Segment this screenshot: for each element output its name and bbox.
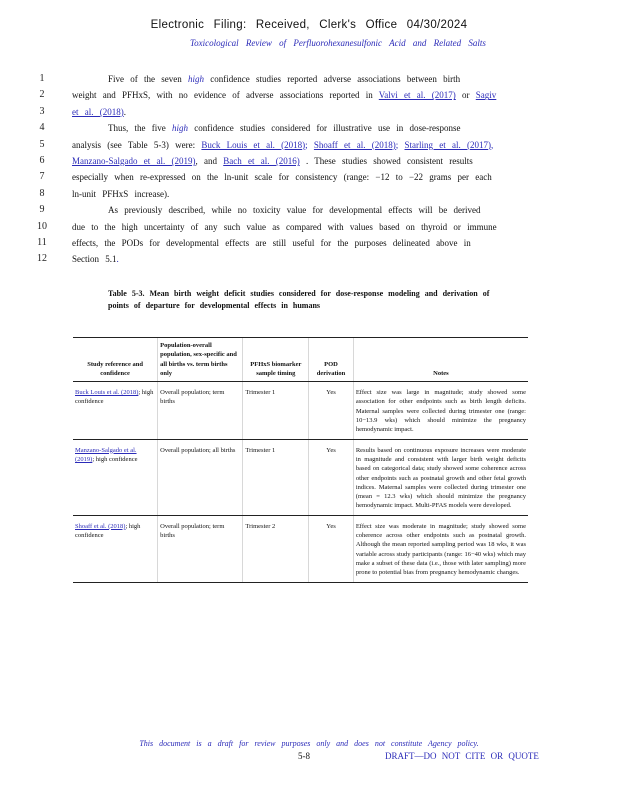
- header-pod: POD derivation: [309, 338, 354, 382]
- citation-link[interactable]: et al. (2018): [72, 106, 124, 117]
- text-line: [0, 251, 618, 267]
- text-line: [0, 153, 618, 169]
- timing-cell: Trimester 2: [243, 515, 309, 582]
- line-text: ln-unit PFHxS increase).: [72, 188, 170, 199]
- line-text: confidence studies reported adverse associations between birth: [210, 74, 461, 84]
- pod-cell: Yes: [309, 439, 354, 515]
- line-number: 8: [39, 187, 45, 199]
- pod-studies-table: [73, 337, 528, 583]
- citation-link[interactable]: Shoaff et al. (2018): [313, 139, 396, 150]
- citation-link[interactable]: Valvi et al. (2017): [378, 90, 456, 101]
- line-text: .: [116, 254, 119, 265]
- population-cell: Overall population; term births: [158, 515, 243, 582]
- text-line: [0, 137, 618, 153]
- line-number: 12: [37, 253, 47, 265]
- header-timing: PFHxS biomarker sample timing: [243, 338, 309, 382]
- line-number: 3: [39, 105, 45, 117]
- draft-notice: DRAFT—DO NOT CITE OR QUOTE: [385, 751, 539, 761]
- line-number: 11: [37, 236, 47, 248]
- text-line: [0, 219, 618, 235]
- body-text: [0, 71, 618, 268]
- confidence-label: ; high confidence: [75, 522, 141, 540]
- timing-cell: Trimester 1: [243, 382, 309, 439]
- citation-link[interactable]: Manzano-Salgado et al. (2019): [72, 155, 196, 166]
- line-text: ,: [491, 139, 494, 150]
- citation-link[interactable]: Starling et al. (2017): [404, 139, 491, 150]
- text-line: [0, 87, 618, 103]
- line-number: 7: [39, 171, 45, 183]
- line-text: Thus, the five: [108, 123, 166, 134]
- text-line: [0, 186, 618, 202]
- notes-cell: Results based on continuous exposure increases were moderate in magnitude and consistent with larger birth weight deficits based on categorical data; study showed some coherence across other endpoints such as postnatal growth and other fetal growth indices. Maternal samples were collected during trimester one (mean = 12.3 wks) which should minimize the pregnancy hemodynamic impact. Multi-PFAS models were developed.: [353, 439, 528, 515]
- line-text: .: [123, 106, 126, 117]
- study-link[interactable]: Buck Louis et al. (2018): [75, 389, 139, 397]
- table-caption: Table 5-3. Mean birth weight deficit studies considered for dose-response modeling and derivation of points of departure for developmental effects in humans: [108, 289, 490, 310]
- filing-stamp: Electronic Filing: Received, Clerk's Office 04/30/2024: [150, 19, 468, 31]
- line-text: ;: [305, 139, 308, 150]
- text-line: [0, 169, 618, 185]
- text-line: [0, 120, 618, 136]
- line-number: 10: [37, 220, 47, 232]
- study-link[interactable]: Manzano-Salgado et al. (2019): [75, 446, 137, 463]
- pod-cell: Yes: [309, 515, 354, 582]
- header-notes: Notes: [353, 338, 528, 382]
- line-number: 5: [39, 138, 45, 150]
- line-number: 9: [39, 204, 45, 216]
- text-line: [0, 202, 618, 218]
- page-number: 5-8: [298, 751, 310, 761]
- citation-link[interactable]: Bach et al. (2016): [223, 155, 300, 166]
- line-text: Five of the seven: [108, 74, 182, 84]
- confidence-label: ; high confidence: [92, 455, 138, 463]
- line-number: 6: [39, 154, 45, 166]
- line-text: confidence studies considered for illustrative use in dose-response: [194, 123, 461, 134]
- text-line: [0, 104, 618, 120]
- text-line: [0, 235, 618, 251]
- study-cell: [73, 515, 158, 582]
- pod-cell: Yes: [309, 382, 354, 439]
- study-link[interactable]: Shoaff et al. (2018): [75, 522, 126, 530]
- study-cell: [73, 382, 158, 439]
- table-row: [73, 382, 528, 439]
- line-text: or: [462, 90, 470, 101]
- line-number: 4: [39, 122, 45, 134]
- line-text: effects, the PODs for developmental effects are still useful for the purposes delineated above in: [72, 237, 471, 248]
- header-study: Study reference and confidence: [73, 338, 158, 382]
- text-line: [0, 71, 618, 87]
- section-reference: Section 5.1: [72, 254, 117, 265]
- confidence-term: high: [172, 123, 189, 134]
- notes-cell: Effect size was large in magnitude; study showed some association for other endpoints such as birth length deficits. Maternal samples were collected during trimester one (range: 10−13.9 wks) which should minimize the pregnancy hemodynamic impact.: [353, 382, 528, 439]
- timing-cell: Trimester 1: [243, 439, 309, 515]
- draft-disclaimer: This document is a draft for review purposes only and does not constitute Agency policy.: [139, 739, 479, 748]
- table-header-row: [73, 338, 528, 382]
- citation-link[interactable]: Buck Louis et al. (2018): [201, 139, 306, 150]
- citation-link[interactable]: Sagiv: [475, 90, 497, 101]
- line-text: especially when re-expressed on the ln-unit scale for consistency (range: −12 to −22 grams per each: [72, 172, 492, 183]
- running-title: Toxicological Review of Perfluorohexanesulfonic Acid and Related Salts: [190, 38, 486, 48]
- line-text: . These studies showed consistent results: [305, 155, 473, 166]
- header-population: Population-overall population, sex-specific and all births vs. term births only: [158, 338, 243, 382]
- line-text: , and: [195, 155, 217, 166]
- table-row: [73, 439, 528, 515]
- population-cell: Overall population; term births: [158, 382, 243, 439]
- line-text: As previously described, while no toxicity value for developmental effects will be derived: [108, 205, 481, 216]
- study-cell: [73, 439, 158, 515]
- line-text: weight and PFHxS, with no evidence of adverse associations reported in: [72, 90, 373, 101]
- population-cell: Overall population; all births: [158, 439, 243, 515]
- notes-cell: Effect size was moderate in magnitude; study showed some coherence across other endpoints such as postnatal growth. Although the mean reported sampling period was 18 wks, it was variable across study participants (range: 16−40 wks) which may make a subset of these data (i.e., those with later sampling) more prone to potential bias from pregnancy hemodynamic changes.: [353, 515, 528, 582]
- line-number: 1: [39, 73, 45, 84]
- line-text: analysis (see Table 5-3) were:: [72, 139, 196, 150]
- line-text: due to the high uncertainty of any such value as compared with values based on thyroid or immune: [72, 221, 497, 232]
- table-row: [73, 515, 528, 582]
- confidence-term: high: [187, 74, 204, 84]
- line-number: 2: [39, 89, 45, 101]
- confidence-label: ; high confidence: [75, 389, 154, 406]
- line-text: ;: [395, 139, 399, 150]
